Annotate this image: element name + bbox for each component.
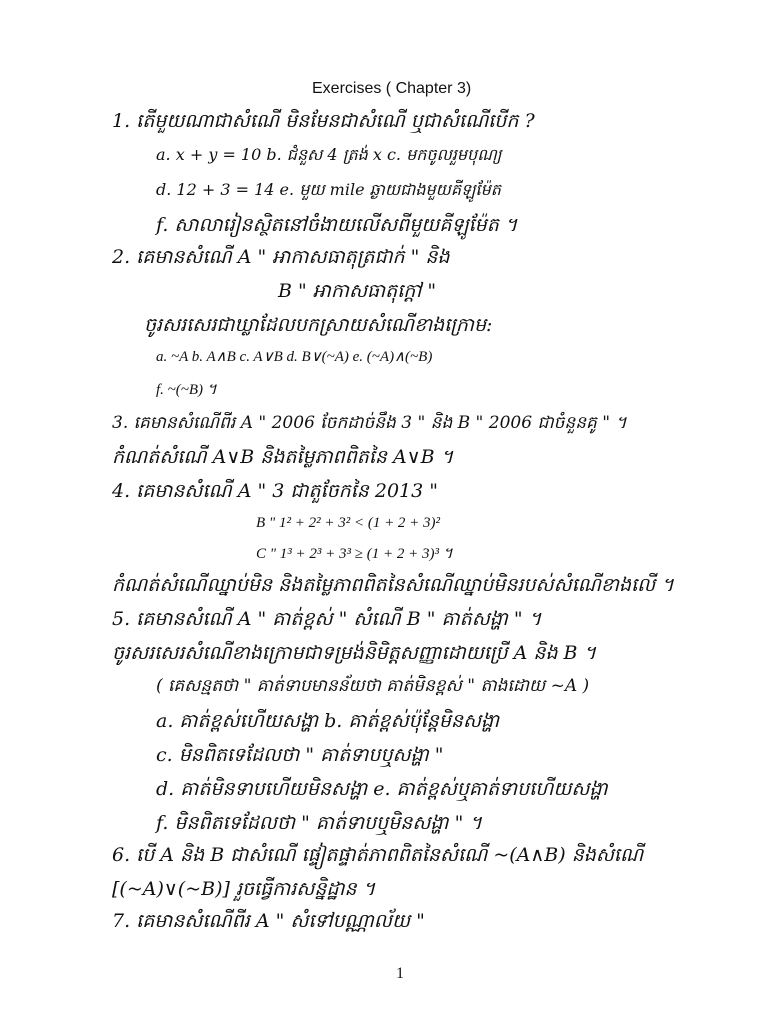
exercise-5-options-ab: a. គាត់ខ្ពស់ហើយសង្ហា b. គាត់ខ្ពស់ប៉ុន្តែមិនសង្ហា (156, 710, 500, 732)
exercise-5-instruction: ចូរសរសេរសំណើខាងក្រោមជាទម្រង់និមិត្តសញ្ញាដោយប្រើ A និង B ។ (112, 642, 597, 664)
exercise-3-task: កំណត់សំណើ A∨B និងតម្លៃភាពពិតនៃ A∨B ។ (112, 446, 454, 468)
page-number: 1 (396, 965, 404, 982)
exercise-5-propositions: 5. គេមានសំណើ A " គាត់ខ្ពស់ " សំណើ B " គាត់សង្ហា " ។ (112, 608, 542, 630)
exercise-1-options-abc: a. x + y = 10 b. ជំនួស 4 ត្រង់ x c. មកចូលរួមបុណ្យ (156, 145, 502, 164)
exercise-4-proposition-b: B " 1² + 2² + 3² < (1 + 2 + 3)² (256, 515, 441, 531)
exercise-5-option-f: f. មិនពិតទេដែលថា " គាត់ទាបឬមិនសង្ហា " ។ (156, 812, 482, 834)
exercise-1-option-f: f. សាលារៀនស្ថិតនៅចំងាយលើសពីមួយគីឡូម៉ែត ។ (156, 214, 518, 236)
page-title: Exercises ( Chapter 3) (312, 80, 472, 97)
exercise-6-continuation: [(~A)∨(~B)] រួចធ្វើការសន្និដ្ឋាន ។ (112, 878, 376, 900)
exercise-4-proposition-c: C " 1³ + 2³ + 3³ ≥ (1 + 2 + 3)³ ។ (256, 546, 453, 562)
exercise-6-question: 6. បើ A និង B ជាសំណើ ផ្ទៀតផ្ទាត់ភាពពិតនៃសំណើ ~(A∧B) និងសំណើ (112, 844, 644, 866)
exercise-2-proposition-b: B " អាកាសធាតុក្តៅ " (278, 280, 437, 302)
exercise-5-option-c: c. មិនពិតទេដែលថា " គាត់ទាបឬសង្ហា " (156, 744, 444, 766)
exercise-4-proposition-a: 4. គេមានសំណើ A " 3 ជាតួចែកនៃ 2013 " (112, 480, 438, 502)
exercise-2-instruction: ចូរសរសេរជាឃ្លាដែលបកស្រាយសំណើខាងក្រោម: (144, 314, 493, 336)
exercise-1-question: 1. តើមួយណាជាសំណើ មិនមែនជាសំណើ ឬជាសំណើបើក ? (112, 110, 535, 132)
exercise-5-options-de: d. គាត់មិនទាបហើយមិនសង្ហា e. គាត់ខ្ពស់ឬគាត់ទាបហើយសង្ហា (156, 778, 608, 800)
exercise-2-proposition-a: 2. គេមានសំណើ A " អាកាសធាតុត្រជាក់ " និង (112, 246, 450, 268)
exercise-1-options-de: d. 12 + 3 = 14 e. មួយ mile ឆ្ងាយជាងមួយគីឡូម៉ែត (156, 180, 501, 199)
exercise-2-options-a-e: a. ~A b. A∧B c. A∨B d. B∨(~A) e. (~A)∧(~B) (156, 349, 433, 365)
exercise-3-propositions: 3. គេមានសំណើពីរ A " 2006 ចែកដាច់នឹង 3 " និង B " 2006 ជាចំនួនគូ " ។ (112, 413, 627, 433)
exercise-2-option-f: f. ~(~B) ។ (156, 382, 217, 398)
exercise-4-task: កំណត់សំណើឈ្នាប់មិន និងតម្លៃភាពពិតនៃសំណើឈ្នាប់មិនរបស់សំណើខាងលើ ។ (112, 574, 674, 596)
exercise-7-question: 7. គេមានសំណើពីរ A " សំទៅបណ្ណាល័យ " (112, 910, 425, 932)
exercise-5-assumption: ( គេសន្មតថា " គាត់ទាបមានន័យថា គាត់មិនខ្ពស់ " តាងដោយ ~A ) (156, 676, 590, 696)
